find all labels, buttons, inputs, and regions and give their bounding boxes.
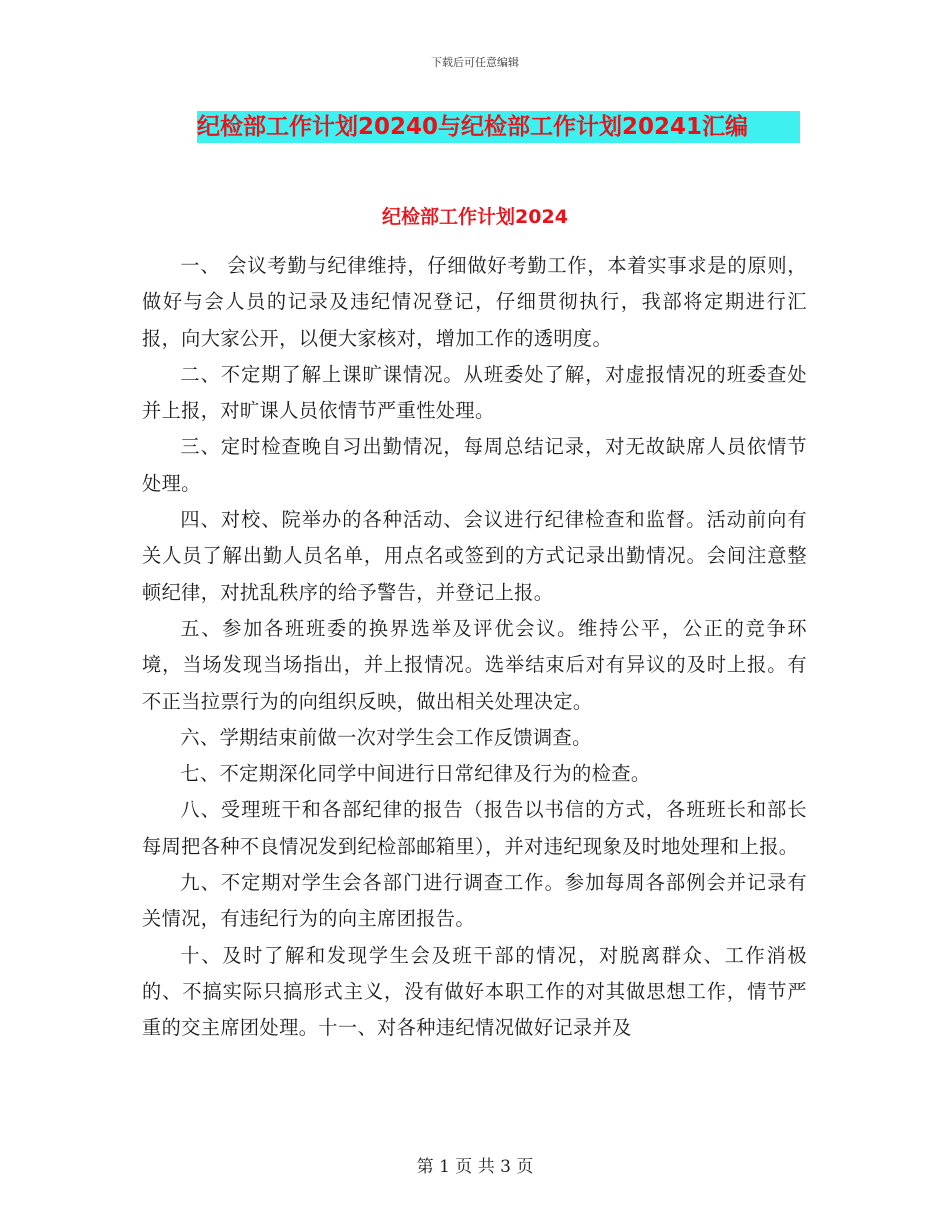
page-footer: 第 1 页 共 3 页 — [416, 1157, 534, 1177]
main-title-highlight — [197, 111, 800, 143]
paragraph-6: 六、学期结束前做一次对学生会工作反馈调查。 — [180, 725, 592, 749]
paragraph-3: 三、定时检查晚自习出勤情况，每周总结记录，对无故缺席人员依情节处理。 — [142, 435, 807, 495]
paragraph-2: 二、不定期了解上课旷课情况。从班委处了解，对虚报情况的班委查处并上报，对旷课人员依情节严重性处理。 — [142, 362, 807, 423]
section-title: 纪检部工作计划2024 — [382, 206, 568, 228]
paragraph-10: 十、及时了解和发现学生会及班干部的情况，对脱离群众、工作消极的、不搞实际只搞形式主义，没有做好本职工作的对其做思想工作，情节严重的交主席团处理。十一、对各种违纪情况做好记录并及 — [142, 943, 807, 1040]
paragraph-8: 八、受理班干和各部纪律的报告（报告以书信的方式，各班班长和部长每周把各种不良情况发到纪检部邮箱里），并对违纪现象及时地处理和上报。 — [142, 798, 807, 858]
paragraph-9: 九、不定期对学生会各部门进行调查工作。参加每周各部例会并记录有关情况，有违纪行为的向主席团报告。 — [142, 871, 807, 931]
header-note: 下载后可任意编辑 — [431, 56, 519, 69]
main-title: 纪检部工作计划20240与纪检部工作计划20241汇编 — [197, 114, 749, 140]
paragraph-7: 七、不定期深化同学中间进行日常纪律及行为的检查。 — [180, 762, 651, 786]
paragraph-4: 四、对校、院举办的各种活动、会议进行纪律检查和监督。活动前向有关人员了解出勤人员名单，用点名或签到的方式记录出勤情况。会间注意整顿纪律，对扰乱秩序的给予警告，并登记上报。 — [142, 508, 807, 604]
paragraph-1: 一、 会议考勤与纪律维持，仔细做好考勤工作，本着实事求是的原则，做好与会人员的记录及违纪情况登记，仔细贯彻执行，我部将定期进行汇报，向大家公开，以便大家核对，增加工作的透明度。 — [142, 254, 807, 350]
paragraph-5: 五、参加各班班委的换界选举及评优会议。维持公平，公正的竞争环境，当场发现当场指出，并上报情况。选举结束后对有异议的及时上报。有不正当拉票行为的向组织反映，做出相关处理决定。 — [142, 616, 807, 713]
document-body — [142, 248, 807, 1047]
